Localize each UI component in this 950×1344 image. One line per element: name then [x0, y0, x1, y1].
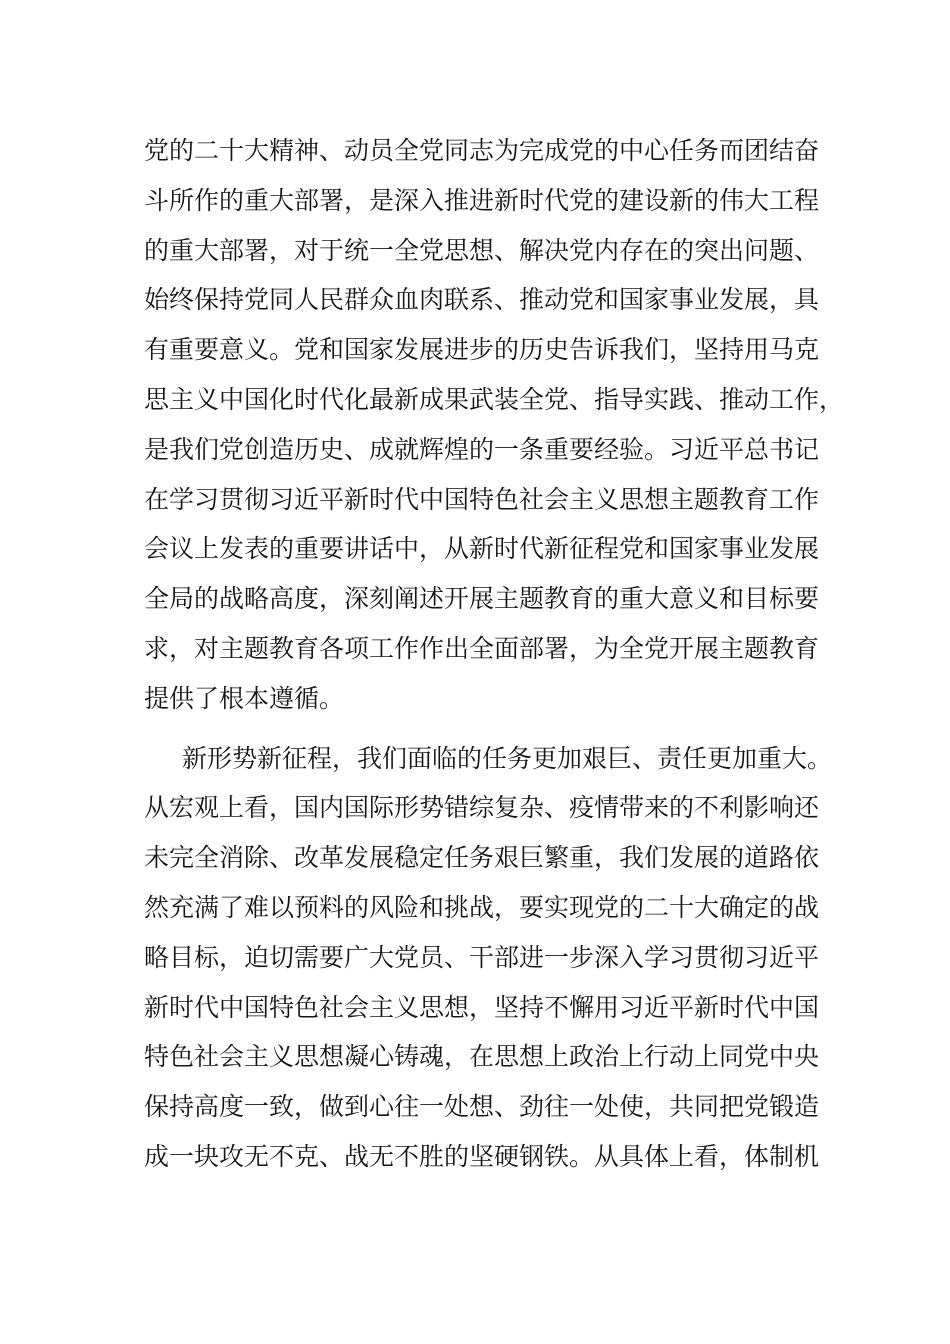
text-line: 的重大部署，对于统一全党思想、解决党内存在的突出问题、	[144, 235, 820, 265]
text-line: 略目标，迫切需要广大党员、干部进一步深入学习贯彻习近平	[144, 942, 820, 972]
paragraph-spacer	[144, 724, 834, 734]
text-line: 新时代中国特色社会主义思想，坚持不懈用习近平新时代中国	[144, 992, 820, 1022]
paragraph-2	[144, 734, 834, 1182]
text-line: 成一块攻无不克、战无不胜的坚硬钢铁。从具体上看，体制机	[144, 1141, 820, 1171]
text-line: 斗所作的重大部署，是深入推进新时代党的建设新的伟大工程	[144, 185, 820, 215]
text-line: 未完全消除、改革发展稳定任务艰巨繁重，我们发展的道路依	[144, 843, 820, 873]
text-line: 特色社会主义思想凝心铸魂，在思想上政治上行动上同党中央	[144, 1042, 820, 1072]
text-line: 保持高度一致，做到心往一处想、劲往一处使，共同把党锻造	[144, 1092, 820, 1122]
text-line: 始终保持党同人民群众血肉联系、推动党和国家事业发展，具	[144, 285, 820, 315]
document-body	[144, 126, 845, 1182]
text-line: 是我们党创造历史、成就辉煌的一条重要经验。习近平总书记	[144, 434, 820, 464]
text-line: 有重要意义。党和国家发展进步的历史告诉我们，坚持用马克	[144, 335, 820, 365]
paragraph-1	[144, 126, 845, 724]
text-line: 新形势新征程，我们面临的任务更加艰巨、责任更加重大。	[182, 743, 833, 773]
text-line: 求，对主题教育各项工作作出全面部署，为全党开展主题教育	[144, 633, 820, 663]
text-line: 思主义中国化时代化最新成果武装全党、指导实践、推动工作，	[144, 384, 845, 414]
text-line: 全局的战略高度，深刻阐述开展主题教育的重大意义和目标要	[144, 584, 820, 614]
text-line: 在学习贯彻习近平新时代中国特色社会主义思想主题教育工作	[144, 484, 820, 514]
text-line: 会议上发表的重要讲话中，从新时代新征程党和国家事业发展	[144, 534, 820, 564]
text-line: 党的二十大精神、动员全党同志为完成党的中心任务而团结奋	[144, 136, 820, 165]
text-line: 然充满了难以预料的风险和挑战，要实现党的二十大确定的战	[144, 892, 820, 922]
text-line: 从宏观上看，国内国际形势错综复杂、疫情带来的不利影响还	[144, 793, 820, 823]
text-line: 提供了根本遵循。	[144, 683, 345, 713]
